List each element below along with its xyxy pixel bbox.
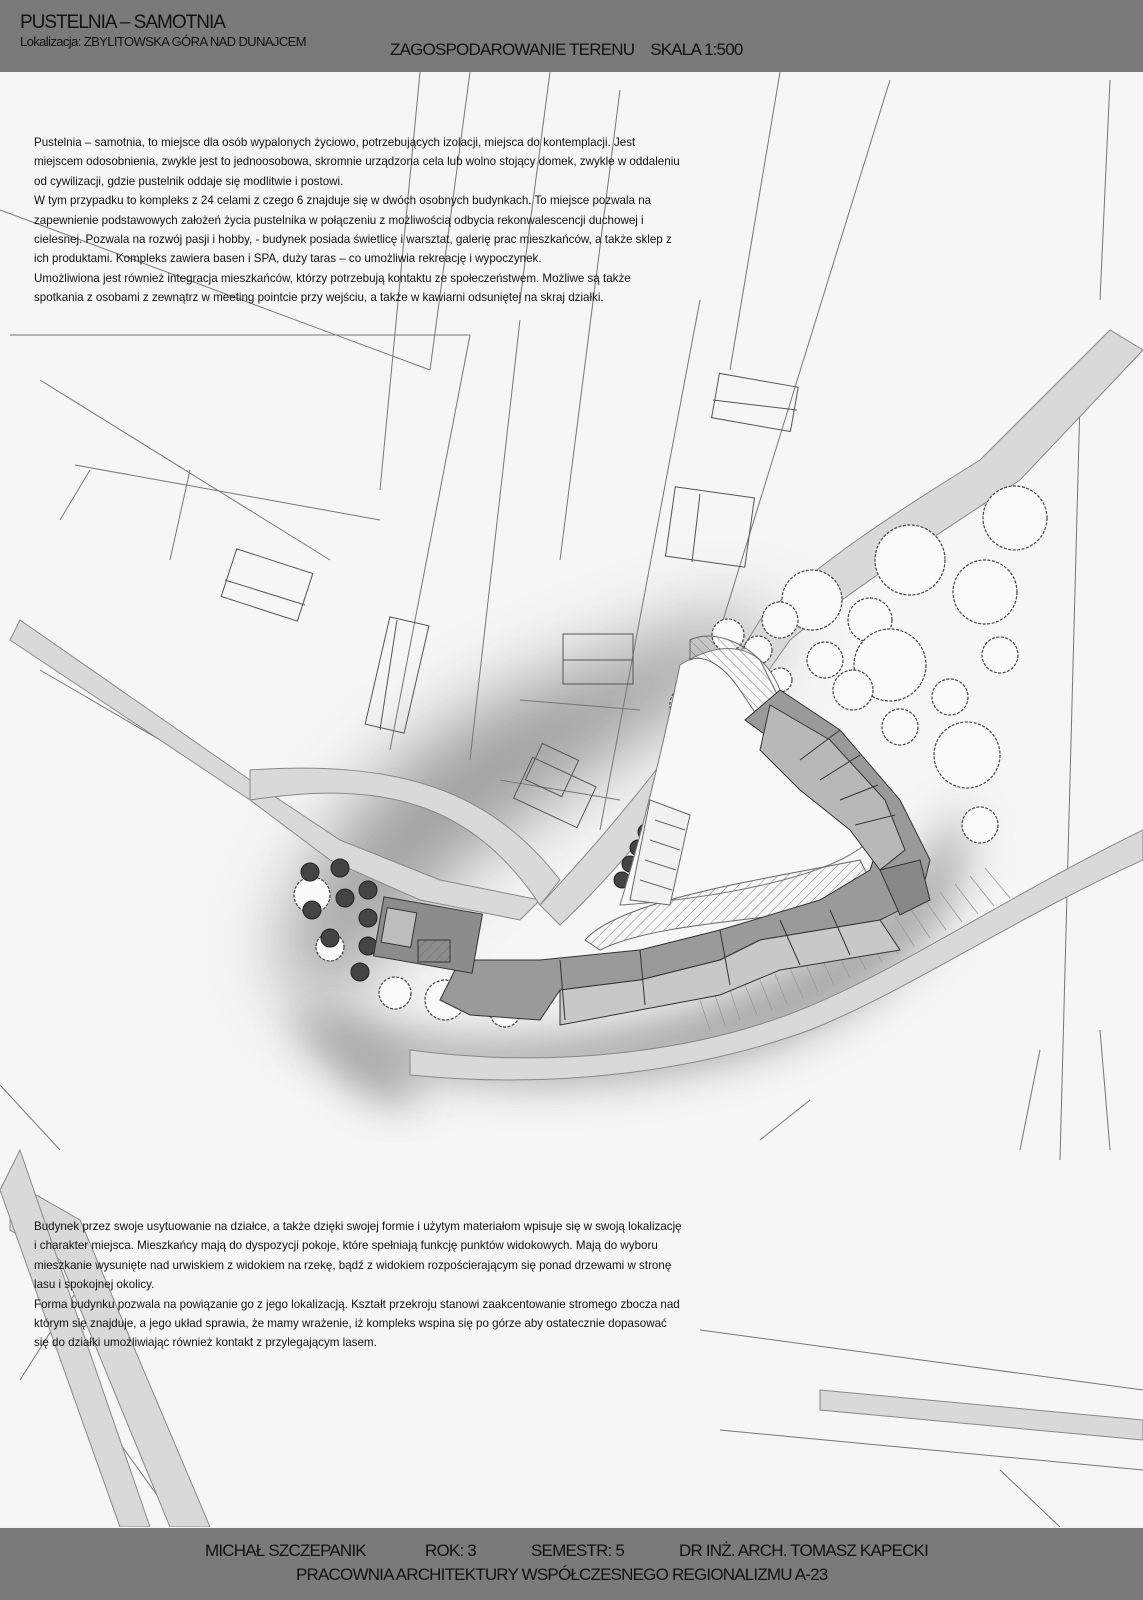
desc-bottom-line: mieszkanie wysunięte nad urwiskiem z widokiem na rzekę, bądź z widokiem rozpościerającym się ponad drzewami w stronę bbox=[34, 1258, 672, 1272]
desc-top-line: zapewnienie podstawowych założeń życia pustelnika w połączeniu z możliwością odbycia rekonwalescencji duchowej i bbox=[34, 213, 644, 227]
desc-bottom-line: lasu i spokojnej okolicy. bbox=[34, 1278, 155, 1292]
desc-top-line: ich produktami. Kompleks zawiera basen i SPA, duży taras – co umożliwia rekreację i wypoczynek. bbox=[34, 252, 542, 266]
project-title: PUSTELNIA – SAMOTNIA bbox=[20, 12, 225, 33]
project-location: Lokalizacja: ZBYLITOWSKA GÓRA NAD DUNAJCEM bbox=[20, 34, 306, 49]
desc-bottom-line: Budynek przez swoje usytuowanie na działce, a także dzięki swojej formie i użytym materiałom wpisuje się w swoją lokalizację bbox=[34, 1220, 682, 1233]
desc-bottom-line: którym się znajduje, a jego układ sprawia, że mamy wrażenie, iż kompleks wspina się po górze aby ostatecznie dopasować bbox=[34, 1317, 667, 1331]
desc-top-line: Umożliwiona jest również integracja mieszkańców, którzy potrzebują kontaktu ze społeczeństwem. Możliwe są także bbox=[34, 271, 631, 285]
desc-bottom-line: się do działki umożliwiając również kontakt z przylegającym lasem. bbox=[34, 1336, 377, 1350]
desc-bottom-line: Forma budynku pozwala na powiązanie go z jego lokalizacją. Kształt przekroju stanowi zaakcentowanie stromego zbocza nad bbox=[34, 1297, 680, 1311]
desc-bottom-line: i charakter miejsca. Mieszkańcy mają do dyspozycji pokoje, które spełniają funkcję punktów widokowych. Mają do wyboru bbox=[34, 1239, 658, 1253]
desc-top-line: miejscem odosobnienia, zwykle jest to jednoosobowa, skromnie urządzona cela lub wolno stojący domek, zwykle w oddaleniu bbox=[34, 155, 680, 169]
footer-bar bbox=[0, 1528, 1143, 1600]
author-name: MICHAŁ SZCZEPANIK bbox=[205, 1541, 366, 1560]
semester: SEMESTR: 5 bbox=[531, 1541, 625, 1560]
description-bottom bbox=[34, 1217, 754, 1353]
plan-scale: SKALA 1:500 bbox=[650, 40, 743, 59]
desc-top-line: W tym przypadku to kompleks z 24 celami z czego 6 znajduje się w dwóch osobnych budynkach. To miejsce pozwala na bbox=[34, 194, 652, 208]
desc-top-line: spotkania z osobami z zewnątrz w meeting pointcie przy wejściu, a także w kawiarni odsuniętej na skraj działki. bbox=[34, 291, 604, 305]
desc-top-line: Pustelnia – samotnia, to miejsce dla osób wypalonych życiowo, potrzebujących izolacji, miejsca do kontemplacji. Jest bbox=[34, 136, 636, 149]
desc-top-line: od cywilizacji, gdzie pustelnik oddaje się modlitwie i postowi. bbox=[34, 174, 344, 188]
plan-title bbox=[390, 40, 743, 60]
supervisor: DR INŻ. ARCH. TOMASZ KAPECKI bbox=[679, 1541, 929, 1560]
desc-top-line: cielesnej. Pozwala na rozwój pasji i hobby, - budynek posiada świetlicę i warsztat, galerię prac mieszkańców, a także sklep z bbox=[34, 233, 672, 247]
header-bar bbox=[0, 0, 1143, 72]
description-top bbox=[34, 133, 754, 308]
plan-name: ZAGOSPODAROWANIE TERENU bbox=[390, 40, 635, 59]
study-year: ROK: 3 bbox=[425, 1541, 476, 1560]
course-name: PRACOWNIA ARCHITEKTURY WSPÓŁCZESNEGO REGIONALIZMU A-23 bbox=[296, 1565, 828, 1584]
